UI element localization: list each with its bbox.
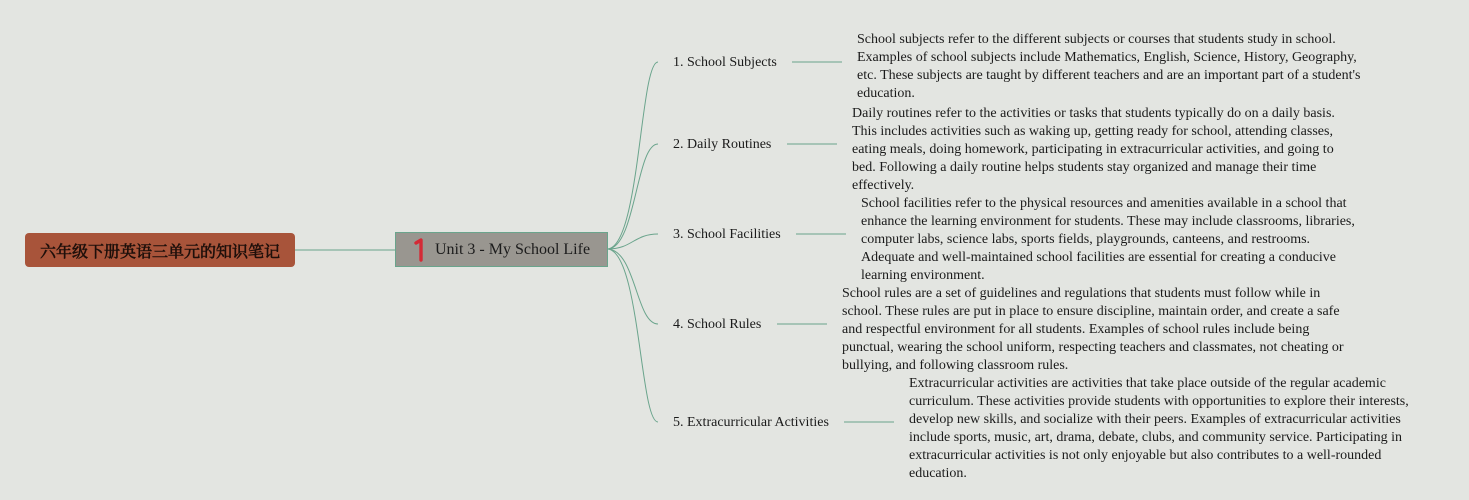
detail-school-subjects: [857, 31, 1362, 101]
branch-extracurricular-activities[interactable]: [673, 414, 829, 432]
root-node-label: 六年级下册英语三单元的知识笔记: [39, 241, 280, 261]
detail-text: School subjects refer to the different subjects or courses that students study in school. Examples of school subjects include Mathematics, English, Science, History, Geography, etc. These subjects are taught by different teachers and are an important part of a student's education.: [857, 32, 1361, 101]
branch-school-facilities[interactable]: [673, 226, 781, 244]
detail-school-rules: [842, 285, 1345, 373]
connector-facilities: [608, 234, 658, 249]
detail-extracurricular-activities: [909, 375, 1413, 481]
connector-rules: [608, 249, 658, 324]
detail-text: Daily routines refer to the activities or tasks that students typically do on a daily basis. This includes activities such as waking up, getting ready for school, attending classes, eating meals, doing homework, participating in extracurricular activities, and going to bed. Following a daily routine helps students stay organized and manage their time effectively.: [852, 106, 1335, 193]
root-node[interactable]: [25, 233, 295, 267]
branch-school-rules[interactable]: [673, 316, 761, 334]
detail-text: School facilities refer to the physical resources and amenities available in a school that enhance the learning environment for students. These may include classrooms, libraries, computer labs, science labs, sports fields, playgrounds, canteens, and restrooms. Adequate and well-maintained school facilities are essential for creating a conducive learning environment.: [861, 196, 1355, 283]
branch-label: 4. School Rules: [673, 317, 762, 332]
branch-label: 3. School Facilities: [673, 227, 781, 242]
branch-label: 2. Daily Routines: [673, 137, 772, 152]
branch-label: 5. Extracurricular Activities: [673, 415, 829, 430]
detail-daily-routines: [852, 105, 1339, 193]
detail-school-facilities: [861, 195, 1361, 283]
detail-text: School rules are a set of guidelines and regulations that students must follow while in school. These rules are put in place to ensure discipline, maintain order, and create a safe and respectful environment for all students. Examples of school rules include being punctual, wearing the school uniform, respecting teachers and classmates, not cheating or bullying, and following classroom rules.: [842, 286, 1344, 373]
number-one-marker-icon: [413, 238, 425, 262]
branch-school-subjects[interactable]: [673, 54, 777, 72]
connector-extracurricular: [608, 249, 658, 422]
center-topic-label: Unit 3 - My School Life: [434, 240, 591, 258]
connector-subjects: [608, 62, 658, 249]
detail-text: Extracurricular activities are activities that take place outside of the regular academic curriculum. These activities provide students with opportunities to explore their interests, develop new skills, and socialize with their peers. Examples of extracurricular activities include sports, music, art, drama, debate, clubs, and community service. Participating in extracurricular activities is not only enjoyable but also contributes to a well-rounded education.: [909, 376, 1409, 481]
connector-routines: [608, 144, 658, 249]
branch-daily-routines[interactable]: [673, 136, 771, 154]
branch-label: 1. School Subjects: [673, 55, 777, 70]
center-topic-node[interactable]: [395, 232, 608, 267]
